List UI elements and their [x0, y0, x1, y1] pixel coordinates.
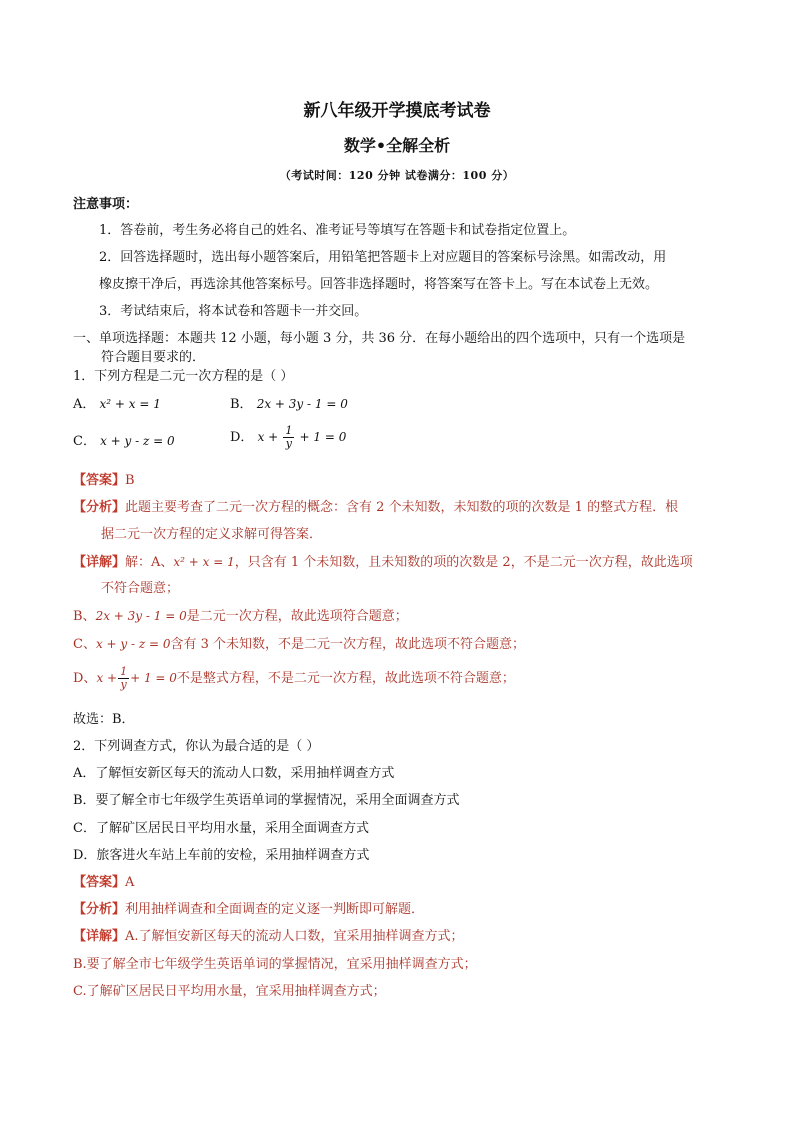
q1-detail-c-math: x + y - z = 0 — [95, 637, 171, 651]
q1-detail-b-label: B、 — [73, 609, 96, 624]
q1-option-a-math: x² + x = 1 — [99, 397, 161, 411]
q1-detail-c-label: C、 — [73, 637, 96, 652]
q2-option-d: D．旅客进火车站上车前的安检，采用抽样调查方式 — [73, 848, 370, 863]
q1-option-d-denominator: y — [285, 437, 292, 450]
q1-analysis-cont: 据二元一次方程的定义求解可得答案． — [101, 527, 323, 542]
q1-detail-tag: 【详解】 — [73, 555, 126, 570]
q1-detail-b-text: 是二元一次方程，故此选项符合题意； — [186, 609, 408, 624]
q1-detail-pre: 解：A、 — [125, 555, 174, 570]
q1-detail — [73, 553, 693, 572]
q1-answer-tag: 【答案】 — [73, 473, 126, 488]
q1-detail-b-math: 2x + 3y - 1 = 0 — [95, 609, 187, 623]
q2-option-c: C．了解矿区居民日平均用水量，采用全面调查方式 — [73, 821, 369, 836]
q1-option-b-label: B． — [230, 397, 253, 412]
q1-detail-d-pre: x + — [96, 671, 118, 685]
q1-option-d-post: + 1 = 0 — [299, 430, 347, 444]
q2-analysis — [73, 901, 424, 919]
q1-option-b — [230, 395, 348, 414]
q1-stem: 1．下列方程是二元一次方程的是（ ） — [73, 369, 294, 384]
q1-option-a-label: A． — [73, 397, 96, 412]
q1-option-d-label: D． — [230, 430, 254, 445]
q1-answer — [73, 472, 135, 490]
q1-analysis-tag: 【分析】 — [73, 500, 126, 515]
q1-option-c-math: x + y - z = 0 — [100, 434, 175, 448]
q2-analysis-text: 利用抽样调查和全面调查的定义逐一判断即可解题． — [125, 902, 425, 917]
q2-answer — [73, 874, 134, 892]
q1-answer-value: B — [125, 473, 135, 488]
exam-title: 新八年级开学摸底考试卷 — [303, 101, 491, 121]
q1-option-d-fraction — [283, 425, 294, 450]
q1-analysis-text: 此题主要考查了二元一次方程的概念：含有 2 个未知数，未知数的项的次数是 1 的整式方程．根 — [125, 500, 679, 515]
q2-option-b: B．要了解全市七年级学生英语单词的掌握情况，采用全面调查方式 — [73, 793, 460, 808]
q2-detail-c: C.了解矿区居民日平均用水量，宜采用抽样调查方式； — [73, 984, 386, 999]
q1-option-b-math: 2x + 3y - 1 = 0 — [256, 397, 348, 411]
q1-detail-d-post: + 1 = 0 — [130, 671, 177, 685]
notes-item-2: 2．回答选择题时，选出每小题答案后，用铅笔把答题卡上对应题目的答案标号涂黑。如需改动，用 — [99, 250, 667, 265]
q1-option-c-label: C． — [73, 434, 96, 449]
q1-detail-c — [73, 635, 525, 654]
q2-detail — [73, 928, 464, 946]
q1-detail-d-numerator: 1 — [120, 665, 128, 678]
q1-option-a — [73, 395, 161, 414]
exam-subtitle: 数学•全解全析 — [343, 136, 451, 155]
q1-conclusion-text: 故选：B． — [73, 712, 135, 727]
q1-detail-d-text: 不是整式方程，不是二元一次方程，故此选项不符合题意； — [176, 671, 515, 686]
q2-answer-tag: 【答案】 — [73, 875, 126, 890]
q2-detail-b: B.要了解全市七年级学生英语单词的掌握情况，宜采用抽样调查方式； — [73, 957, 477, 972]
q2-stem: 2．下列调查方式，你认为最合适的是（ ） — [73, 739, 320, 754]
notes-item-3: 3．考试结束后，将本试卷和答题卡一并交回。 — [99, 304, 368, 319]
q1-option-d — [230, 425, 346, 450]
section-heading: 一、单项选择题：本题共 12 小题，每小题 3 分，共 36 分．在每小题给出的四个选项中，只有一个选项是 — [73, 331, 686, 346]
q1-detail-d — [73, 666, 515, 691]
q1-detail-d-fraction — [118, 666, 129, 691]
q2-option-a: A．了解恒安新区每天的流动人口数，采用抽样调查方式 — [73, 766, 395, 781]
notes-item-2-cont: 橡皮擦干净后，再选涂其他答案标号。回答非选择题时，将答案写在答卡上。写在本试卷上无效。 — [99, 277, 659, 292]
q1-detail-cont: 不符合题意； — [101, 581, 180, 596]
q2-answer-value: A — [125, 875, 135, 890]
q1-detail-d-label: D、 — [73, 671, 97, 686]
q1-option-d-numerator: 1 — [285, 424, 293, 437]
q1-detail-b — [73, 607, 408, 626]
q2-detail-a: A.了解恒安新区每天的流动人口数，宜采用抽样调查方式； — [125, 929, 464, 944]
section-heading-cont: 符合题目要求的． — [101, 350, 206, 365]
q1-option-c — [73, 432, 175, 451]
q1-analysis — [73, 499, 678, 517]
q1-conclusion — [73, 711, 135, 729]
q1-detail-text: ，只含有 1 个未知数，且未知数的项的次数是 2，不是二元一次方程，故此选项 — [234, 555, 693, 570]
notes-item-1: 1．答卷前，考生务必将自己的姓名、准考证号等填写在答题卡和试卷指定位置上。 — [99, 223, 576, 238]
q2-analysis-tag: 【分析】 — [73, 902, 126, 917]
notes-heading: 注意事项： — [73, 197, 139, 212]
q2-detail-tag: 【详解】 — [73, 929, 126, 944]
q1-detail-d-denominator: y — [120, 678, 127, 691]
q1-option-d-pre: x + — [257, 430, 279, 444]
q1-detail-c-text: 含有 3 个未知数，不是二元一次方程，故此选项不符合题意； — [170, 637, 526, 652]
exam-info: （考试时间：120 分钟 试卷满分：100 分） — [279, 169, 515, 182]
q1-detail-math: x² + x = 1 — [173, 555, 235, 569]
